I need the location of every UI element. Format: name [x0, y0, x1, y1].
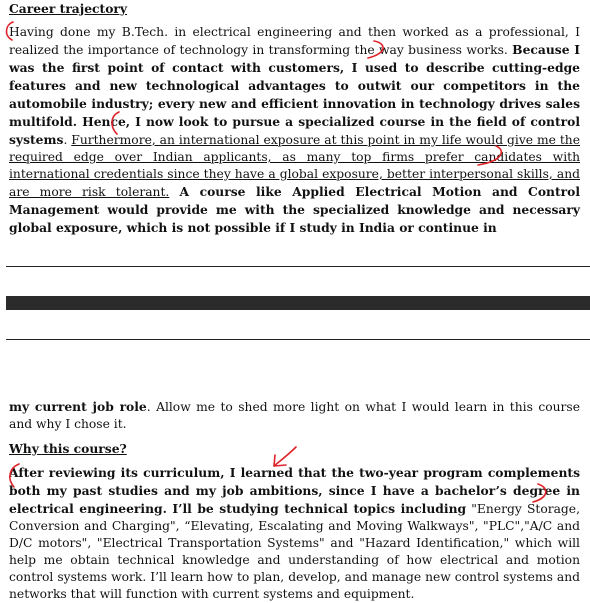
text-run: . Allow me to shed more light on what I would learn in this course and why I chose it. — [9, 400, 580, 431]
paragraph-career-trajectory — [9, 24, 580, 237]
document-page-bottom — [9, 398, 580, 603]
bold-text-run: After reviewing its curriculum, I learned that the two-year program complements both my past studies and my job ambitions, since I have a bachelor’s degree in electrical engineering. I’ll be studying technical topics including — [9, 465, 580, 516]
bold-text-run: Because I was the first point of contact with customers, I used to describe cutting-edge features and new technological advantages to outwit our competitors in the automobile industry; every new and efficient innovation in technology drives sales multifold. Hence, I now look to pursue a specialized course in the field of control systems — [9, 42, 580, 147]
page-break-bar — [6, 296, 590, 310]
text-run: . — [63, 133, 72, 147]
bold-text-run: A course like Applied Electrical Motion and Control Management would provide me with the specialized knowledge and necessary global exposure, which is not possible if I study in India or continue in — [9, 184, 580, 235]
underlined-text-run: Furthermore, an international exposure at this point in my life would give me the required edge over Indian applicants, as many top firms prefer candidates with international credentials since they have a global exposure, better interpersonal skills, and are more risk tolerant. — [9, 133, 580, 199]
paragraph-continuation — [9, 398, 580, 433]
paragraph-why-this-course — [9, 464, 580, 603]
section-heading-why-this-course: Why this course? — [9, 441, 127, 456]
text-run: Having done my B.Tech. in electrical engineering and then worked as a professional, I realized the importance of technology in transforming the way business works. — [9, 25, 580, 57]
page-divider-line — [6, 339, 590, 340]
document-page-top — [9, 0, 580, 237]
bold-text-run: my current job role — [9, 399, 147, 414]
page-divider-line — [6, 266, 590, 267]
section-heading-career-trajectory: Career trajectory — [9, 1, 128, 16]
text-run — [169, 185, 179, 199]
text-run: "Energy Storage, Conversion and Charging", “Elevating, Escalating and Moving Walkways", "PLC","A/C and D/C motors", "Electrical Transportation Systems" and "Hazard Identification," which will help me obtain technical knowledge and understanding of how electrical and motion control systems work. I’ll learn how to plan, develop, and manage new control systems and networks that will function with current systems and equipment. — [9, 502, 580, 601]
